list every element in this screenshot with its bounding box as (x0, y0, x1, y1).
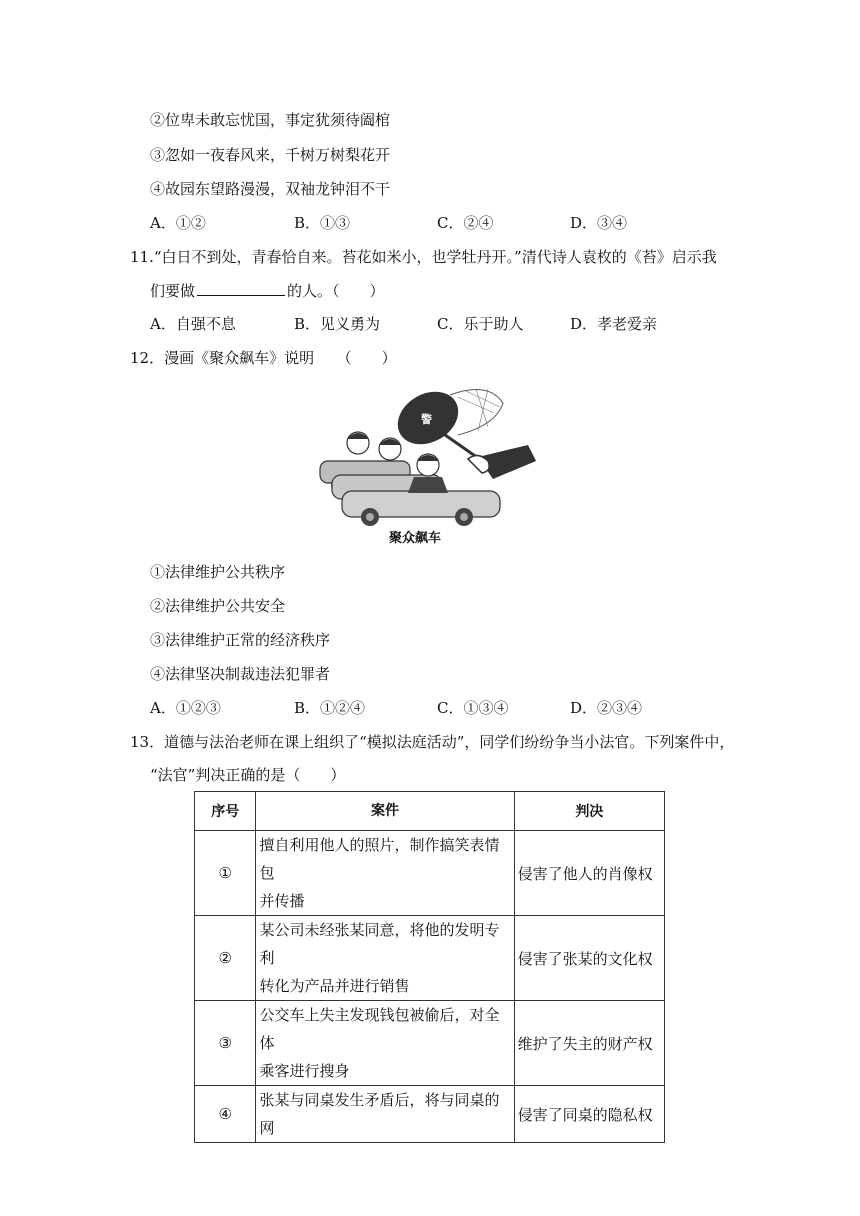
row-number: ③ (195, 1001, 256, 1086)
row-case (256, 1086, 514, 1143)
q11-option-a: A．自强不息 (150, 315, 236, 333)
q11-stem-post: 的人。（ ） (287, 282, 385, 300)
row-verdict: 侵害了他人的肖像权 (514, 831, 664, 916)
row-number: ② (195, 916, 256, 1001)
q11-option-d: D．孝老爱亲 (570, 315, 658, 333)
q11-stem-line2 (150, 281, 385, 301)
header-case: 案件 (256, 792, 514, 831)
q11-stem-line1: 11.“白日不到处，青春恰自来。苔花如米小，也学牡丹开。”清代诗人袁枚的《苔》启示我 (130, 248, 717, 266)
case-text-line: 公交车上失主发现钱包被偷后，对全体 (259, 1006, 500, 1052)
q10-item-2: ②位卑未敢忘忧国，事定犹须待阖棺 (150, 111, 391, 129)
racing-cartoon-icon (318, 383, 548, 543)
q12-option-c: C．①③④ (437, 699, 509, 717)
q10-option-c: C．②④ (437, 214, 494, 232)
q10-option-d: D．③④ (570, 214, 628, 232)
q12-stem: 12．漫画《聚众飙车》说明 （ ） (130, 349, 397, 367)
q13-stem-line2: “法官”判决正确的是（ ） (150, 766, 346, 784)
row-number: ① (195, 831, 256, 916)
net-label: 警 (421, 413, 432, 426)
cartoon-illustration (318, 383, 548, 543)
q12-option-a: A．①②③ (150, 699, 221, 717)
q12-option-b: B．①②④ (294, 699, 366, 717)
header-number: 序号 (195, 792, 256, 831)
q12-item-3: ③法律维护正常的经济秩序 (150, 631, 331, 649)
row-case (256, 1001, 514, 1086)
case-text-line: 乘客进行搜身 (259, 1062, 350, 1080)
case-text-line: 转化为产品并进行销售 (259, 977, 410, 995)
row-verdict: 侵害了同桌的隐私权 (514, 1086, 664, 1143)
q12-option-d: D．②③④ (570, 699, 643, 717)
case-text-line: 张某与同桌发生矛盾后，将与同桌的网 (259, 1091, 500, 1137)
table-row (195, 1086, 665, 1143)
table-header-row (195, 792, 665, 831)
header-verdict: 判决 (514, 792, 664, 831)
q13-stem-line1: 13．道德与法治老师在课上组织了“模拟法庭活动”，同学们纷纷争当小法官。下列案件中， (130, 733, 735, 751)
cartoon-caption: 聚众飙车 (389, 531, 442, 546)
row-case (256, 831, 514, 916)
row-verdict: 侵害了张某的文化权 (514, 916, 664, 1001)
case-text-line: 某公司未经张某同意，将他的发明专利 (259, 921, 500, 967)
q12-item-4: ④法律坚决制裁违法犯罪者 (150, 665, 331, 683)
table-row (195, 1001, 665, 1086)
q11-stem-pre: 们要做 (150, 282, 196, 300)
answer-blank (197, 281, 285, 296)
table-row (195, 916, 665, 1001)
q11-option-b: B．见义勇为 (294, 315, 381, 333)
q12-item-2: ②法律维护公共安全 (150, 597, 286, 615)
row-case (256, 916, 514, 1001)
q10-item-4: ④故园东望路漫漫，双袖龙钟泪不干 (150, 180, 391, 198)
q12-item-1: ①法律维护公共秩序 (150, 563, 286, 581)
q10-item-3: ③忽如一夜春风来，千树万树梨花开 (150, 146, 391, 164)
row-number: ④ (195, 1086, 256, 1143)
q10-option-a: A．①② (150, 214, 206, 232)
q10-option-b: B．①③ (294, 214, 351, 232)
case-text-line: 并传播 (259, 892, 305, 910)
row-verdict: 维护了失主的财产权 (514, 1001, 664, 1086)
case-text-line: 擅自利用他人的照片，制作搞笑表情包 (259, 836, 500, 882)
q11-option-c: C．乐于助人 (437, 315, 524, 333)
table-row (195, 831, 665, 916)
case-table (194, 791, 665, 1143)
